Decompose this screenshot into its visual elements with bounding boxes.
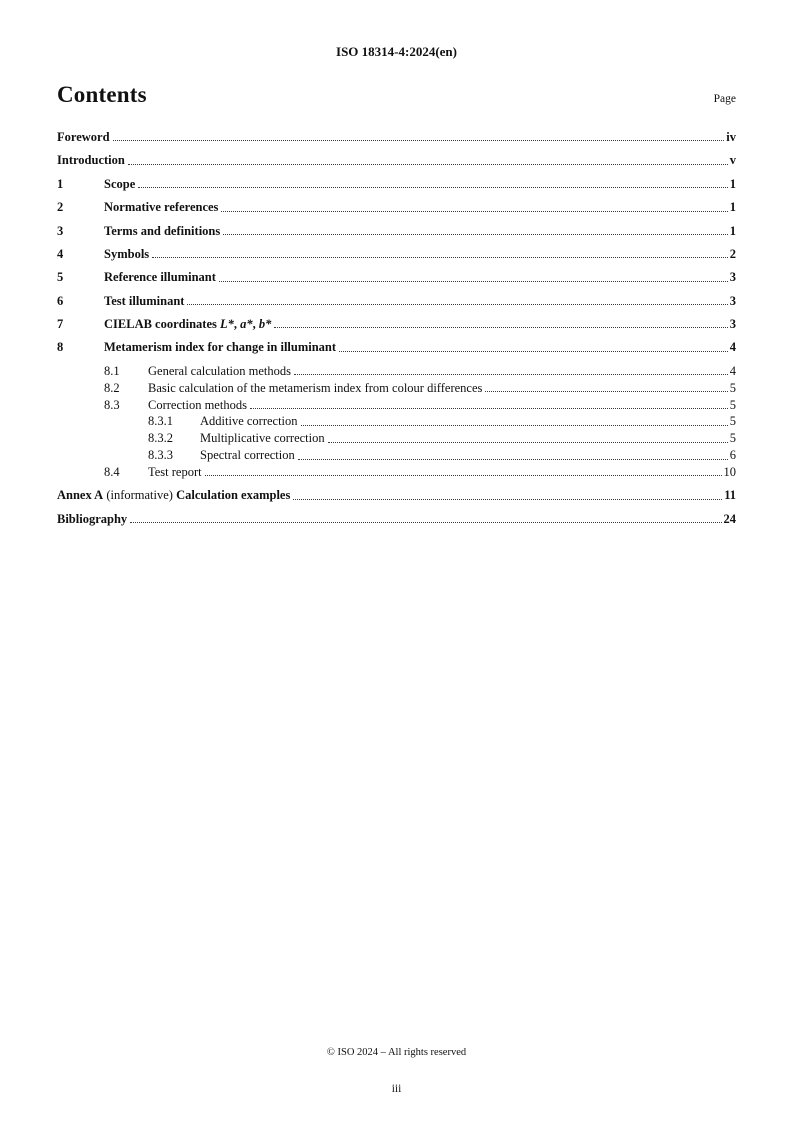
toc-entry-number: 8.3 — [104, 397, 120, 412]
toc-dotted-leader — [128, 164, 728, 165]
toc-entry[interactable] — [148, 431, 736, 445]
toc-entry[interactable] — [57, 340, 736, 354]
toc-entry-label: Test illuminant — [104, 293, 185, 308]
toc-dotted-leader — [328, 442, 728, 443]
toc-entry[interactable] — [57, 177, 736, 191]
toc-entry-number: 6 — [57, 293, 64, 308]
toc-dotted-leader — [113, 140, 725, 141]
toc-entry-label: Basic calculation of the metamerism index from colour differences — [148, 380, 483, 395]
toc-entry-page: v — [729, 153, 736, 168]
toc-dotted-leader — [250, 408, 728, 409]
toc-entry-number: 8.4 — [104, 465, 120, 479]
toc-dotted-leader — [187, 304, 727, 305]
toc-entry-number: 7 — [57, 317, 64, 331]
toc-dotted-leader — [219, 281, 728, 282]
toc-entry-page: 5 — [729, 397, 736, 412]
contents-header — [57, 82, 736, 108]
contents-title: Contents — [57, 82, 147, 107]
toc-entry-number: 1 — [57, 176, 64, 191]
toc-entry-label: Additive correction — [200, 414, 298, 429]
toc-dotted-leader — [274, 327, 727, 328]
toc-entry-label: Normative references — [104, 200, 219, 215]
toc-entry-label: Reference illuminant — [104, 270, 216, 285]
toc-entry[interactable] — [104, 398, 736, 412]
toc-entry-number: 5 — [57, 270, 64, 285]
toc-dotted-leader — [205, 475, 722, 476]
toc-entry-page: 24 — [723, 511, 736, 526]
toc-entry-number: 8 — [57, 340, 64, 355]
toc-dotted-leader — [301, 425, 728, 426]
toc-entry-page: 5 — [729, 431, 736, 446]
toc-entry[interactable] — [104, 465, 736, 479]
toc-entry-label: Introduction — [57, 153, 125, 168]
toc-entry-label: Foreword — [57, 130, 110, 144]
toc-entries — [57, 130, 736, 535]
toc-entry-label: Metamerism index for change in illuminant — [104, 340, 337, 355]
toc-entry-number: 8.3.1 — [148, 414, 173, 429]
toc-dotted-leader — [130, 522, 721, 523]
toc-dotted-leader — [138, 187, 728, 188]
toc-entry[interactable] — [148, 414, 736, 428]
toc-entry-page: 3 — [729, 270, 736, 285]
page-column-label: Page — [713, 93, 736, 105]
toc-entry-label: Bibliography — [57, 511, 128, 526]
toc-entry-page: 2 — [729, 246, 736, 261]
toc-dotted-leader — [152, 257, 728, 258]
toc-entry-number: 8.1 — [104, 363, 120, 378]
toc-entry-label: Annex A (informative) Calculation examples — [57, 488, 291, 503]
toc-entry-label: Correction methods — [148, 397, 247, 412]
toc-entry-page: 11 — [724, 488, 736, 503]
toc-entry-number: 2 — [57, 200, 64, 215]
toc-entry-page: 1 — [729, 200, 736, 215]
toc-entry[interactable] — [148, 448, 736, 462]
toc-entry-label: Test report — [148, 465, 202, 479]
toc-entry[interactable] — [57, 512, 736, 526]
toc-dotted-leader — [485, 391, 727, 392]
toc-entry-label: General calculation methods — [148, 363, 291, 378]
toc-entry-label: Terms and definitions — [104, 223, 221, 238]
toc-entry[interactable] — [57, 488, 736, 502]
footer-page-number: iii — [391, 1083, 402, 1095]
toc-entry-page: 5 — [729, 414, 736, 429]
toc-entry-page: 4 — [729, 363, 736, 378]
toc-entry[interactable] — [57, 224, 736, 238]
toc-entry[interactable] — [57, 317, 736, 331]
toc-entry[interactable] — [57, 270, 736, 284]
toc-entry-number: 4 — [57, 246, 64, 261]
toc-entry-page: 3 — [729, 293, 736, 308]
toc-entry-page: 1 — [729, 176, 736, 191]
toc-entry-number: 3 — [57, 223, 64, 238]
toc-dotted-leader — [221, 211, 727, 212]
toc-entry-page: 4 — [729, 340, 736, 355]
toc-entry-page: 5 — [729, 380, 736, 395]
toc-entry-page: 1 — [729, 223, 736, 238]
toc-entry-page: 10 — [723, 465, 736, 479]
toc-entry[interactable] — [57, 247, 736, 261]
toc-entry[interactable] — [57, 200, 736, 214]
toc-entry[interactable] — [57, 153, 736, 167]
toc-entry[interactable] — [57, 294, 736, 308]
toc-entry-page: 6 — [729, 448, 736, 463]
toc-entry-label: Multiplicative correction — [200, 431, 325, 446]
toc-entry[interactable] — [57, 130, 736, 144]
toc-dotted-leader — [294, 374, 728, 375]
toc-entry-number: 8.2 — [104, 380, 120, 395]
toc-entry-number: 8.3.2 — [148, 431, 173, 446]
toc-entry-page: iv — [726, 130, 736, 144]
toc-entry-label: Symbols — [104, 246, 150, 261]
toc-dotted-leader — [298, 459, 728, 460]
toc-dotted-leader — [293, 499, 722, 500]
toc-entry-page: 3 — [729, 317, 736, 331]
document-reference: ISO 18314-4:2024(en) — [336, 44, 457, 59]
toc-entry[interactable] — [104, 381, 736, 395]
toc-dotted-leader — [223, 234, 728, 235]
toc-entry-number: 8.3.3 — [148, 448, 173, 463]
toc-entry-label: Scope — [104, 176, 136, 191]
toc-entry-label: CIELAB coordinates L*, a*, b* — [104, 317, 272, 331]
toc-entry-label: Spectral correction — [200, 448, 295, 463]
toc-entry[interactable] — [104, 364, 736, 378]
footer-copyright: © ISO 2024 – All rights reserved — [326, 1047, 467, 1058]
toc-dotted-leader — [339, 351, 728, 352]
